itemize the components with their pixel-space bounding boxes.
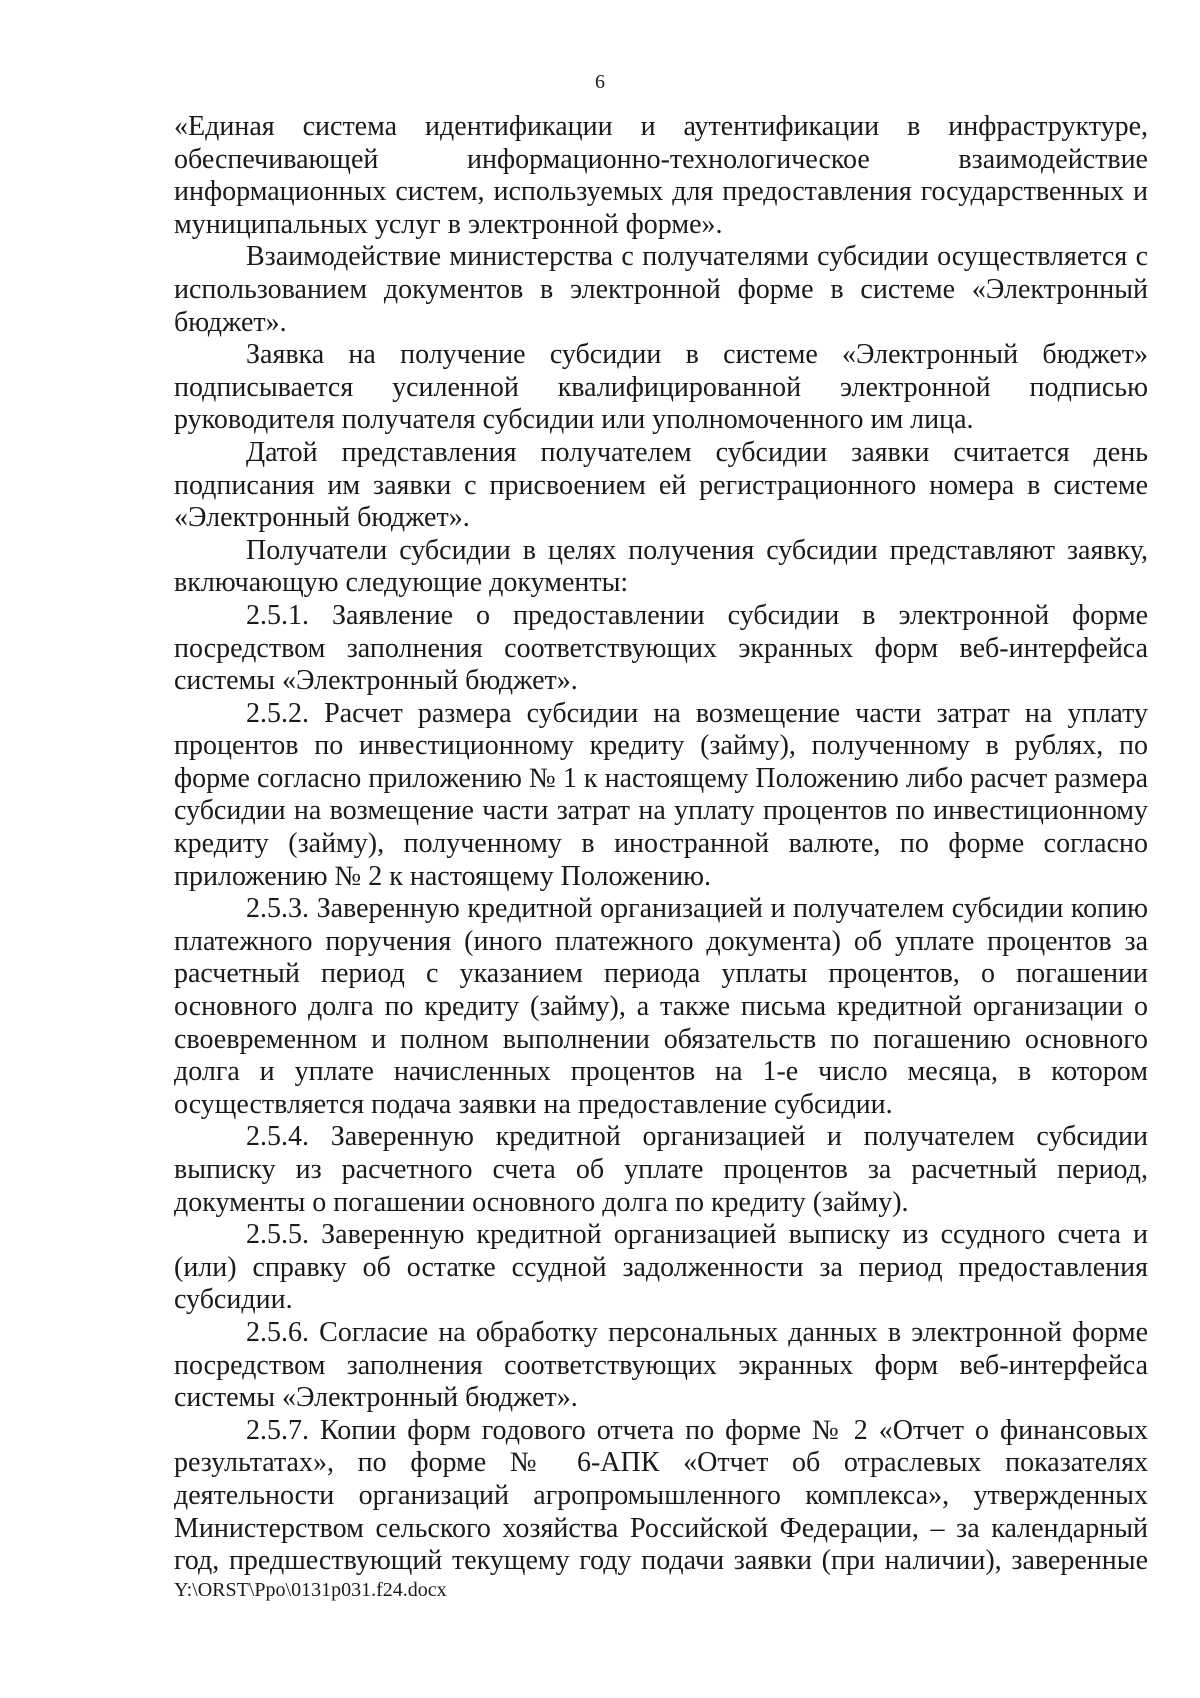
paragraph-esia-continuation: «Единая система идентификации и аутентификации в инфраструктуре, обеспечивающей информационно-технологическое взаимодействие информационных систем, используемых для предоставления государственных и муниципальных услуг в электронной форме». bbox=[174, 111, 1148, 240]
list-item-2-5-2: 2.5.2. Расчет размера субсидии на возмещение части затрат на уплату процентов по инвестиционному кредиту (займу), полученному в рублях, по форме согласно приложению № 1 к настоящему Положению либо расчет размера субсидии на возмещение части затрат на уплату процентов по инвестиционному кредиту (займу), полученному в иностранной валюте, по форме согласно приложению № 2 к настоящему Положению. bbox=[174, 697, 1148, 892]
file-path-footer: Y:\ORST\Ppo\0131p031.f24.docx bbox=[174, 1579, 447, 1601]
list-item-2-5-5: 2.5.5. Заверенную кредитной организацией выписку из ссудного счета и (или) справку об остатке ссудной задолженности за период предоставления субсидии. bbox=[174, 1219, 1148, 1316]
list-item-2-5-6: 2.5.6. Согласие на обработку персональных данных в электронной форме посредством заполнения соответствующих экранных форм веб-интерфейса системы «Электронный бюджет». bbox=[174, 1316, 1148, 1414]
list-item-2-5-3: 2.5.3. Заверенную кредитной организацией и получателем субсидии копию платежного поручения (иного платежного документа) об уплате процентов за расчетный период с указанием периода уплаты процентов, о погашении основного долга по кредиту (займу), а также письма кредитной организации о своевременном и полном выполнении обязательств по погашению основного долга и уплате начисленных процентов на 1-е число месяца, в котором осуществляется подача заявки на предоставление субсидии. bbox=[174, 893, 1148, 1120]
paragraph-application-signing: Заявка на получение субсидии в системе «Электронный бюджет» подписывается усиленной квалифицированной электронной подписью руководителя получателя субсидии или уполномоченного им лица. bbox=[174, 339, 1148, 436]
paragraph-interaction: Взаимодействие министерства с получателями субсидии осуществляется с использованием документов в электронной форме в системе «Электронный бюджет». bbox=[174, 241, 1148, 338]
page-number: 6 bbox=[595, 71, 605, 93]
document-body bbox=[174, 111, 1148, 1578]
list-item-2-5-1: 2.5.1. Заявление о предоставлении субсидии в электронной форме посредством заполнения соответствующих экранных форм веб-интерфейса системы «Электронный бюджет». bbox=[174, 599, 1148, 697]
paragraph-documents-intro: Получатели субсидии в целях получения субсидии представляют заявку, включающую следующие документы: bbox=[174, 534, 1148, 599]
list-item-2-5-4: 2.5.4. Заверенную кредитной организацией и получателем субсидии выписку из расчетного счета об уплате процентов за расчетный период, документы о погашении основного долга по кредиту (займу). bbox=[174, 1121, 1148, 1218]
paragraph-submission-date: Датой представления получателем субсидии заявки считается день подписания им заявки с присвоением ей регистрационного номера в системе «Электронный бюджет». bbox=[174, 436, 1148, 534]
list-item-2-5-7: 2.5.7. Копии форм годового отчета по форме № 2 «Отчет о финансовых результатах», по форме № 6-АПК «Отчет об отраслевых показателях деятельности организаций агропромышленного комплекса», утвержденных Министерством сельского хозяйства Российской Федерации, – за календарный год, предшествующий текущему году подачи заявки (при наличии), заверенные bbox=[174, 1414, 1148, 1577]
